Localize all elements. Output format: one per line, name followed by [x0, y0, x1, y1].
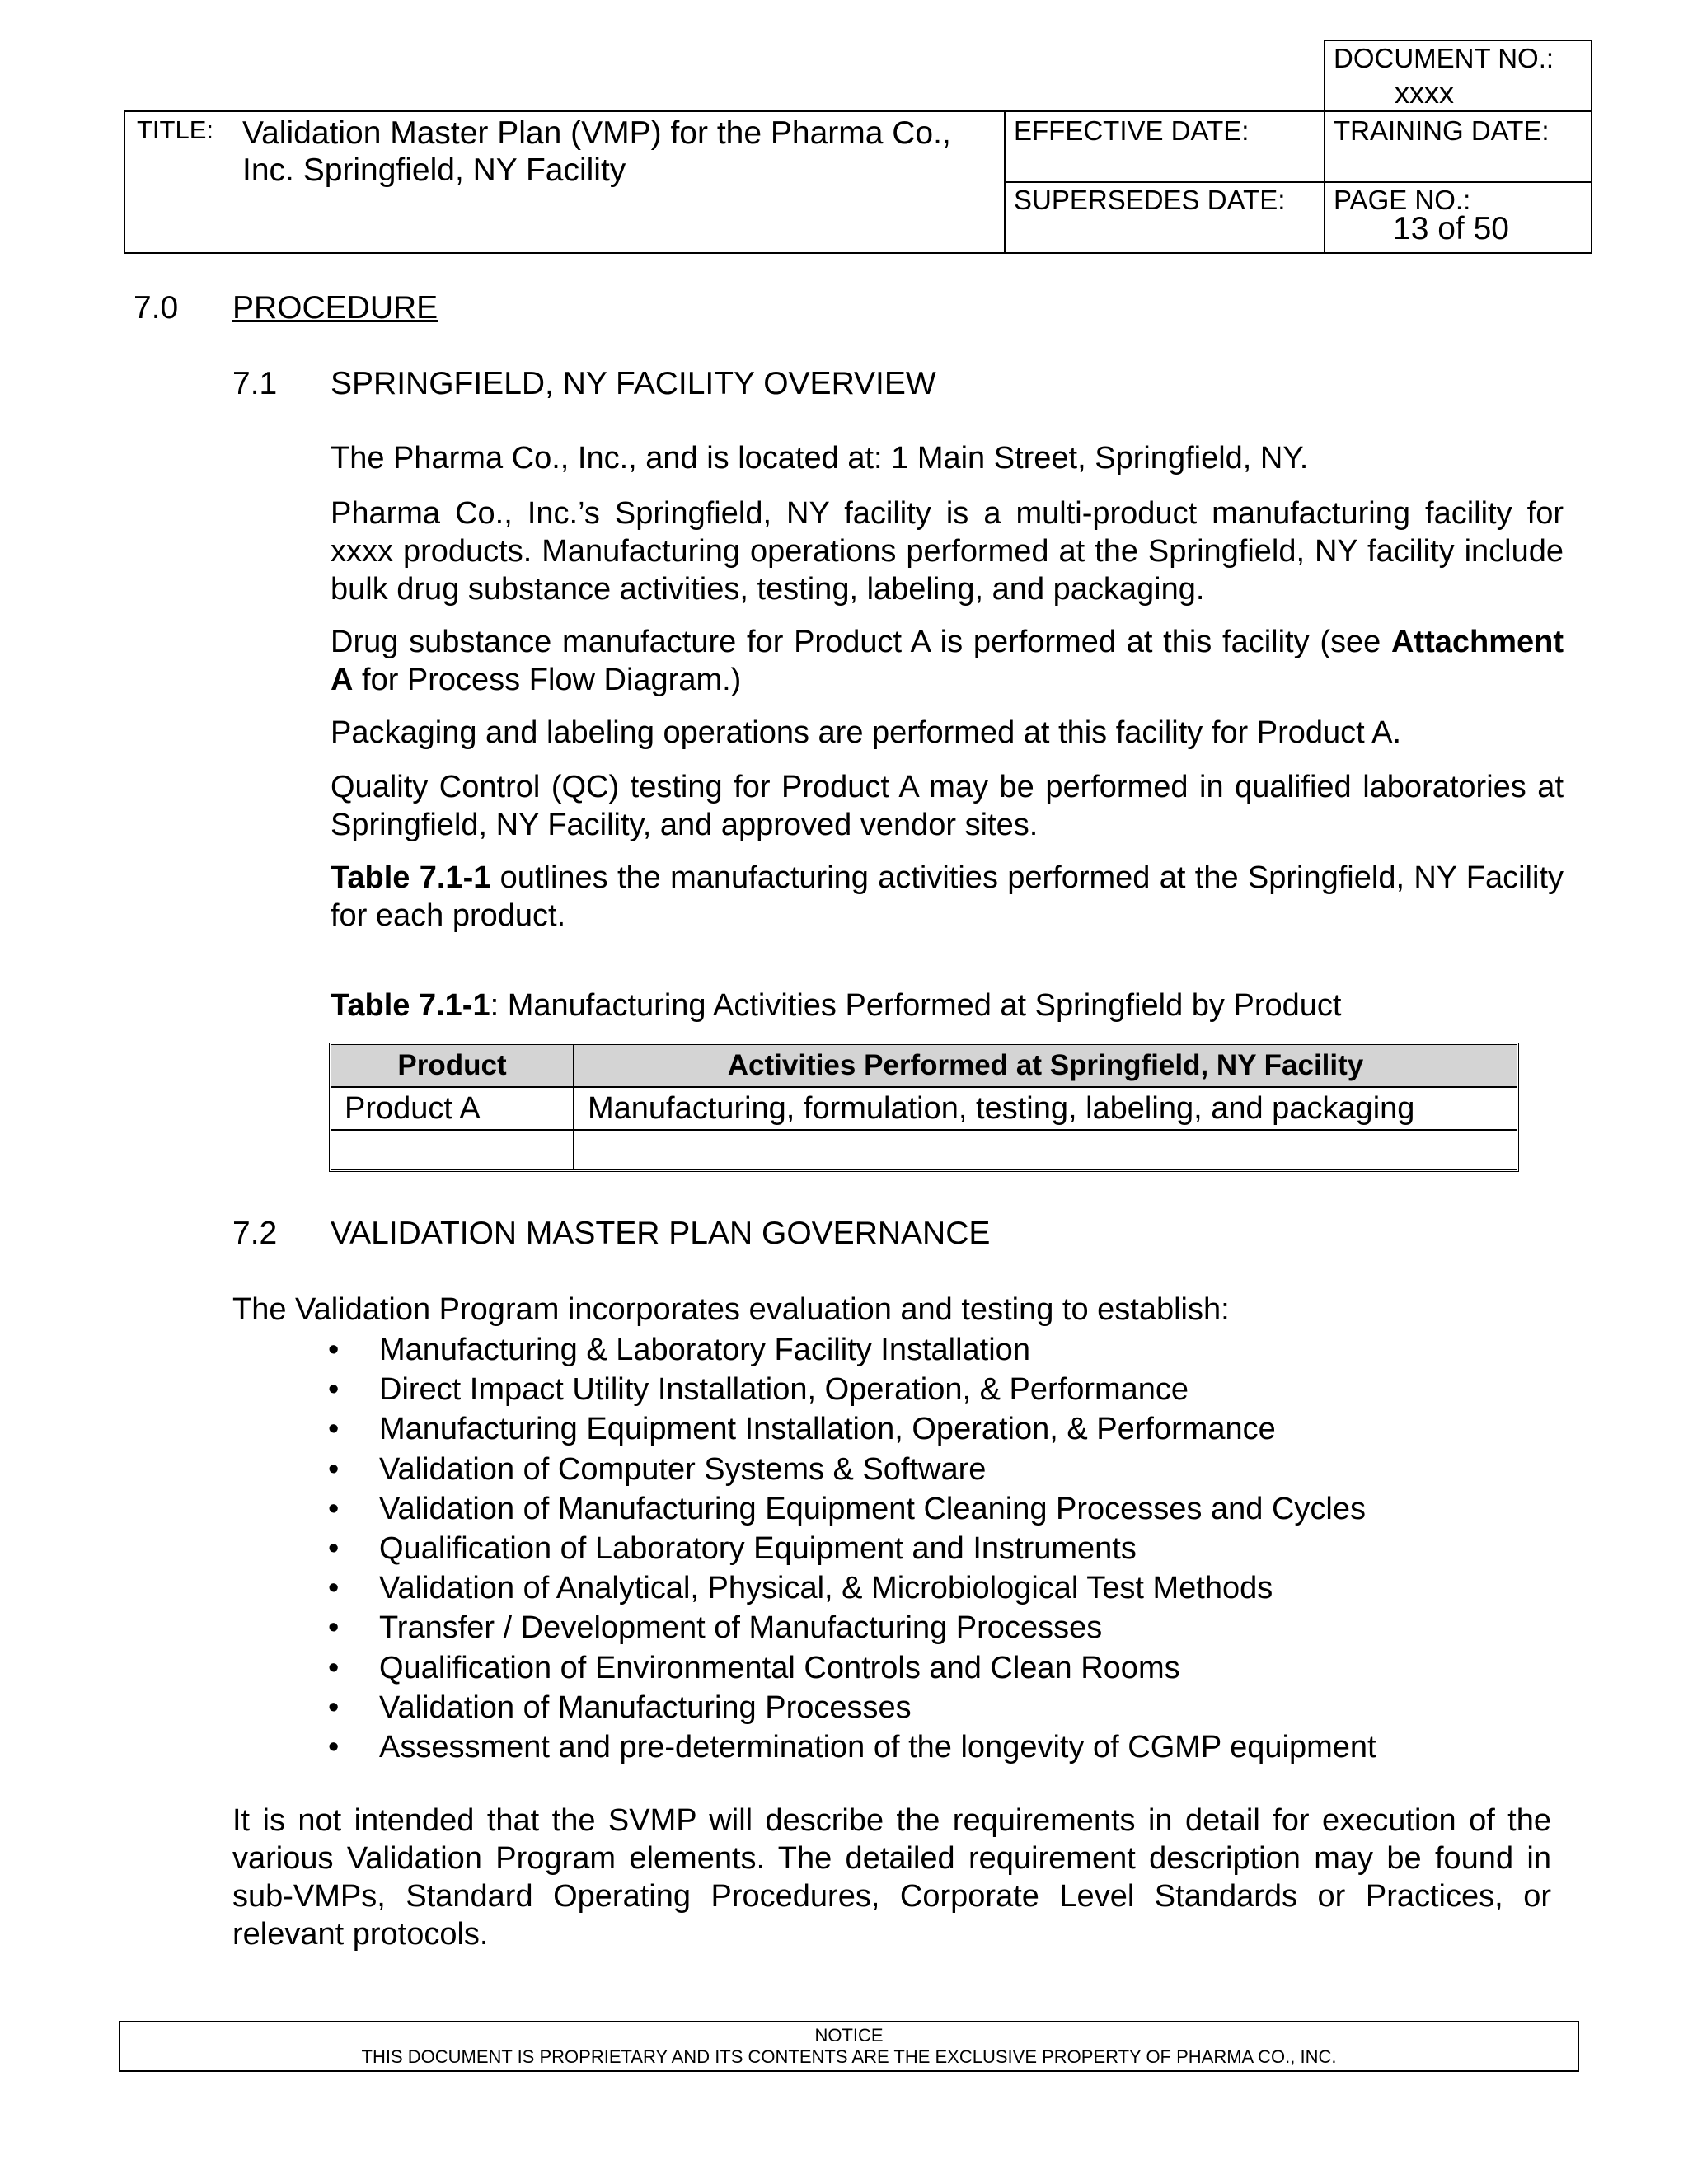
section-7-1-title: SPRINGFIELD, NY FACILITY OVERVIEW [331, 366, 936, 401]
page-no-value: 13 of 50 [1393, 211, 1509, 246]
paragraph-drug-substance [331, 623, 1564, 699]
section-7-0-number: 7.0 [134, 290, 179, 326]
list-item [326, 1727, 1563, 1767]
list-item [326, 1489, 1563, 1529]
bullet-icon: • [328, 1650, 340, 1685]
list-item-text: Validation of Manufacturing Processes [379, 1690, 912, 1725]
attachment-a-reference: Attachment A [331, 625, 1564, 697]
list-item [326, 1688, 1563, 1727]
notice-label: NOTICE [814, 2025, 884, 2046]
list-item-text: Manufacturing & Laboratory Facility Installation [379, 1333, 1030, 1367]
title-line-2: Inc. Springfield, NY Facility [242, 152, 626, 188]
notice-text: THIS DOCUMENT IS PROPRIETARY AND ITS CONTENTS ARE THE EXCLUSIVE PROPERTY OF PHARMA CO., INC. [361, 2046, 1337, 2067]
paragraph-table-reference [331, 859, 1564, 935]
table-cell-activities: Manufacturing, formulation, testing, labeling, and packaging [574, 1088, 1517, 1131]
list-item-text: Qualification of Environmental Controls and Clean Rooms [379, 1650, 1180, 1685]
paragraph-text: Drug substance manufacture for Product A is performed at this facility (see [331, 625, 1391, 659]
list-item-text: Manufacturing Equipment Installation, Operation, & Performance [379, 1412, 1276, 1447]
document-number-box [1324, 40, 1592, 112]
bullet-icon: • [328, 1690, 340, 1725]
bullet-icon: • [328, 1491, 340, 1526]
paragraph-text: for Process Flow Diagram.) [353, 663, 742, 697]
list-item-text: Validation of Computer Systems & Software [379, 1451, 987, 1487]
bullet-icon: • [328, 1372, 340, 1408]
paragraph-facility-description: Pharma Co., Inc.’s Springfield, NY facility is a multi-product manufacturing facility for xxxx products. Manufacturing operations performed at the Springfield, NY facility include bulk drug substance activities, testing, labeling, and packaging. [331, 496, 1564, 607]
list-item-text: Assessment and pre-determination of the longevity of CGMP equipment [379, 1729, 1376, 1765]
activities-table [329, 1043, 1519, 1172]
proprietary-notice [119, 2021, 1579, 2072]
bullet-icon: • [328, 1571, 340, 1606]
effective-date-label: EFFECTIVE DATE: [1014, 115, 1250, 146]
list-item-text: Transfer / Development of Manufacturing Processes [379, 1610, 1103, 1646]
bullet-icon: • [328, 1610, 340, 1646]
paragraph-text: outlines the manufacturing activities performed at the Springfield, NY Facility for each product. [331, 860, 1564, 933]
title-label: TITLE: [137, 115, 214, 144]
table-caption-label: Table 7.1-1 [331, 988, 490, 1023]
bullet-icon: • [328, 1729, 340, 1765]
table-caption [331, 987, 1567, 1024]
page-no-label: PAGE NO.: [1334, 185, 1471, 215]
list-item-text: Qualification of Laboratory Equipment and Instruments [379, 1530, 1137, 1566]
list-item [326, 1529, 1563, 1568]
document-no-label: DOCUMENT NO.: [1334, 43, 1554, 73]
supersedes-date-label: SUPERSEDES DATE: [1014, 185, 1286, 215]
section-7-1-number: 7.1 [232, 366, 278, 401]
paragraph-packaging: Packaging and labeling operations are performed at this facility for Product A. [331, 715, 1402, 750]
table-caption-text: : Manufacturing Activities Performed at Springfield by Product [490, 988, 1342, 1023]
list-item [326, 1648, 1563, 1688]
bullet-icon: • [328, 1333, 340, 1367]
list-item-text: Direct Impact Utility Installation, Operation, & Performance [379, 1372, 1189, 1408]
table-header-activities: Activities Performed at Springfield, NY Facility [574, 1045, 1517, 1088]
section-7-0-title: PROCEDURE [232, 290, 438, 326]
paragraph-location: The Pharma Co., Inc., and is located at: 1 Main Street, Springfield, NY. [331, 441, 1309, 476]
list-item-text: Validation of Analytical, Physical, & Microbiological Test Methods [379, 1571, 1273, 1606]
list-item [326, 1330, 1563, 1370]
document-no-value: xxxx [1395, 76, 1454, 110]
bullet-icon: • [328, 1412, 340, 1447]
bullet-icon: • [328, 1530, 340, 1566]
validation-program-list [326, 1330, 1563, 1767]
table-cell-product: Product A [331, 1088, 574, 1131]
list-item [326, 1450, 1563, 1489]
list-item [326, 1409, 1563, 1449]
training-date-label: TRAINING DATE: [1334, 115, 1550, 146]
table-cell-activities [574, 1131, 1517, 1169]
header-divider [1004, 181, 1592, 183]
closing-paragraph: It is not intended that the SVMP will describe the requirements in detail for execution of the various Validation Program elements. The detailed requirement description may be found in sub-VMPs, Standard Operating Procedures, Corporate Level Standards or Practices, or relevant protocols. [232, 1803, 1551, 1952]
validation-program-intro: The Validation Program incorporates evaluation and testing to establish: [232, 1292, 1230, 1327]
list-item [326, 1568, 1563, 1608]
list-item [326, 1608, 1563, 1647]
table-reference: Table 7.1-1 [331, 860, 491, 895]
section-7-2-title: VALIDATION MASTER PLAN GOVERNANCE [331, 1216, 991, 1251]
bullet-icon: • [328, 1451, 340, 1487]
table-cell-product [331, 1131, 574, 1169]
table-header-product: Product [331, 1045, 574, 1088]
list-item [326, 1370, 1563, 1409]
list-item-text: Validation of Manufacturing Equipment Cleaning Processes and Cycles [379, 1491, 1366, 1526]
section-7-2-number: 7.2 [232, 1216, 278, 1251]
title-line-1: Validation Master Plan (VMP) for the Pharma Co., [242, 115, 951, 151]
paragraph-qc-testing: Quality Control (QC) testing for Product A may be performed in qualified laboratories at Springfield, NY Facility, and approved vendor sites. [331, 770, 1564, 842]
header-table [124, 110, 1592, 254]
